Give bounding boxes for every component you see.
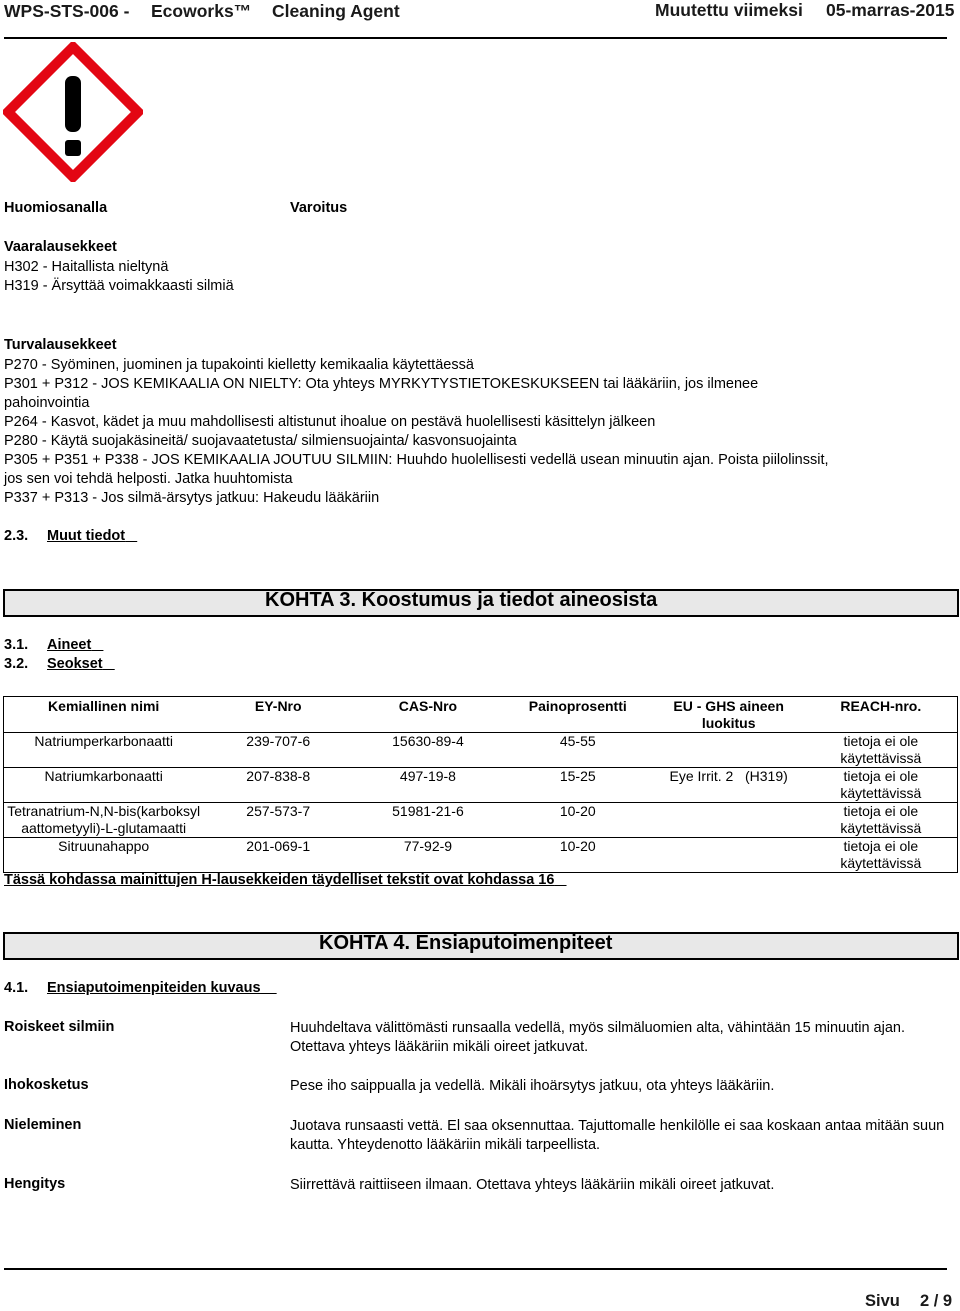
first-aid-text-eyes: Huuhdeltava välittömästi runsaalla vedellä, myös silmäluomien alta, vähintään 15 minuutin ajan. Otettava yhteys lääkäriin mikäli oireet jatkuvat. [290, 1020, 905, 1055]
cas-number: 497-19-8 [353, 768, 503, 803]
header-revised-date: 05-marras-2015 [826, 0, 955, 20]
header-product [151, 1, 251, 22]
chemical-name: Sitruunahappo [4, 838, 204, 873]
subsection-number: 3.1. [4, 637, 29, 653]
footnote-text: Tässä kohdassa mainittujen H-lausekkeiden täydelliset tekstit ovat kohdassa 16 [4, 872, 555, 888]
trademark-symbol: ™ [233, 1, 252, 21]
ghs07-exclamation-mark-icon [3, 42, 143, 182]
weight-percent: 10-20 [503, 838, 653, 873]
column-header: EU - GHS aineen luokitus [653, 697, 805, 733]
first-aid-text-inhalation: Siirrettävä raittiiseen ilmaan. Otettava yhteys lääkäriin mikäli oireet jatkuvat. [290, 1177, 775, 1193]
hazard-line: H302 - Haitallista nieltynä [4, 259, 169, 275]
chemical-name: Natriumkarbonaatti [4, 768, 204, 803]
precaution-line: P270 - Syöminen, juominen ja tupakointi kielletty kemikaalia käytettäessä [4, 357, 474, 373]
table-row [4, 733, 958, 768]
precaution-line: P264 - Kasvot, kädet ja muu mahdollisesti altistunut ihoalue on pestävä huolellisesti käsittelyn jälkeen [4, 414, 656, 430]
reach-number: tietoja ei ole käytettävissä [805, 733, 958, 768]
ghs-classification [653, 803, 805, 838]
subsection-title: Aineet [47, 637, 92, 653]
header-rule [4, 37, 947, 39]
first-aid-text-skin: Pese iho saippualla ja vedellä. Mikäli ihoärsytys jatkuu, ota yhteys lääkäriin. [290, 1078, 775, 1094]
first-aid-label-eyes: Roiskeet silmiin [4, 1019, 115, 1035]
signal-word-label: Huomiosanalla [4, 200, 108, 216]
subsection-3-2 [4, 656, 115, 672]
ghs-classification: Eye Irrit. 2 (H319) [653, 768, 805, 803]
chemical-name: Tetranatrium-N,N-bis(karboksylaattometyyli)-L-glutamaatti [4, 803, 204, 838]
subsection-title: Ensiaputoimenpiteiden kuvaus [47, 980, 261, 996]
subsection-title: Muut tiedot [47, 528, 126, 544]
signal-word-value: Varoitus [290, 200, 348, 216]
table-row [4, 803, 958, 838]
column-header: Painoprosentti [503, 697, 653, 733]
subsection-number: 2.3. [4, 528, 29, 544]
precaution-line: pahoinvointia [4, 395, 90, 411]
subsection-3-1 [4, 637, 103, 653]
footer-page-label: Sivu [865, 1292, 900, 1310]
first-aid-label-skin: Ihokosketus [4, 1077, 89, 1093]
ghs-classification [653, 733, 805, 768]
table-row [4, 768, 958, 803]
product-name: Ecoworks [151, 1, 234, 21]
cas-number: 15630-89-4 [353, 733, 503, 768]
reach-number: tietoja ei ole käytettävissä [805, 838, 958, 873]
subsection-4-1 [4, 980, 277, 996]
precaution-title: Turvalausekkeet [4, 337, 117, 353]
subsection-2-3 [4, 528, 137, 544]
subsection-number: 4.1. [4, 980, 29, 996]
header-doc-id: WPS-STS-006 - [4, 1, 130, 21]
weight-percent: 45-55 [503, 733, 653, 768]
section-3-title: KOHTA 3. Koostumus ja tiedot aineosista [265, 589, 658, 611]
precaution-line: P301 + P312 - JOS KEMIKAALIA ON NIELTY: Ota yhteys MYRKYTYSTIETOKESKUKSEEN tai lääkäriin, jos ilmenee [4, 376, 759, 392]
header-product-suffix: Cleaning Agent [272, 1, 400, 21]
section-4-title: KOHTA 4. Ensiaputoimenpiteet [319, 932, 613, 954]
first-aid-text-ingestion: Juotava runsaasti vettä. El saa oksennuttaa. Tajuttomalle henkilölle ei saa koskaan antaa mitään suun kautta. Yhteydenotto lääkäriin mikäli tarpeellista. [290, 1118, 945, 1153]
ec-number: 257-573-7 [203, 803, 353, 838]
first-aid-label-ingestion: Nieleminen [4, 1117, 82, 1133]
column-header: REACH-nro. [805, 697, 958, 733]
table-row [4, 838, 958, 873]
column-header: CAS-Nro [353, 697, 503, 733]
cas-number: 51981-21-6 [353, 803, 503, 838]
precaution-line: P337 + P313 - Jos silmä-ärsytys jatkuu: Hakeudu lääkäriin [4, 490, 380, 506]
composition-footnote [4, 872, 567, 888]
reach-number: tietoja ei ole käytettävissä [805, 803, 958, 838]
ghs-classification [653, 838, 805, 873]
first-aid-label-inhalation: Hengitys [4, 1176, 66, 1192]
reach-number: tietoja ei ole käytettävissä [805, 768, 958, 803]
composition-table [3, 696, 958, 873]
subsection-title: Seokset [47, 656, 103, 672]
table-header-row [4, 697, 958, 733]
column-header: EY-Nro [203, 697, 353, 733]
ec-number: 207-838-8 [203, 768, 353, 803]
footer-rule [4, 1268, 947, 1270]
precaution-line: P280 - Käytä suojakäsineitä/ suojavaatetusta/ silmiensuojainta/ kasvonsuojainta [4, 433, 517, 449]
cas-number: 77-92-9 [353, 838, 503, 873]
chemical-name: Natriumperkarbonaatti [4, 733, 204, 768]
precaution-line: P305 + P351 + P338 - JOS KEMIKAALIA JOUTUU SILMIIN: Huuhdo huolellisesti vedellä usean minuutin ajan. Poista piilolinssit, [4, 452, 829, 468]
weight-percent: 10-20 [503, 803, 653, 838]
column-header: Kemiallinen nimi [4, 697, 204, 733]
hazard-line: H319 - Ärsyttää voimakkaasti silmiä [4, 278, 234, 294]
weight-percent: 15-25 [503, 768, 653, 803]
precaution-line: jos sen voi tehdä helposti. Jatka huuhtomista [4, 471, 293, 487]
header-revised-label: Muutettu viimeksi [655, 0, 803, 20]
ec-number: 239-707-6 [203, 733, 353, 768]
ec-number: 201-069-1 [203, 838, 353, 873]
subsection-number: 3.2. [4, 656, 29, 672]
hazard-title: Vaaralausekkeet [4, 239, 117, 255]
footer-page-number: 2 / 9 [920, 1292, 953, 1310]
